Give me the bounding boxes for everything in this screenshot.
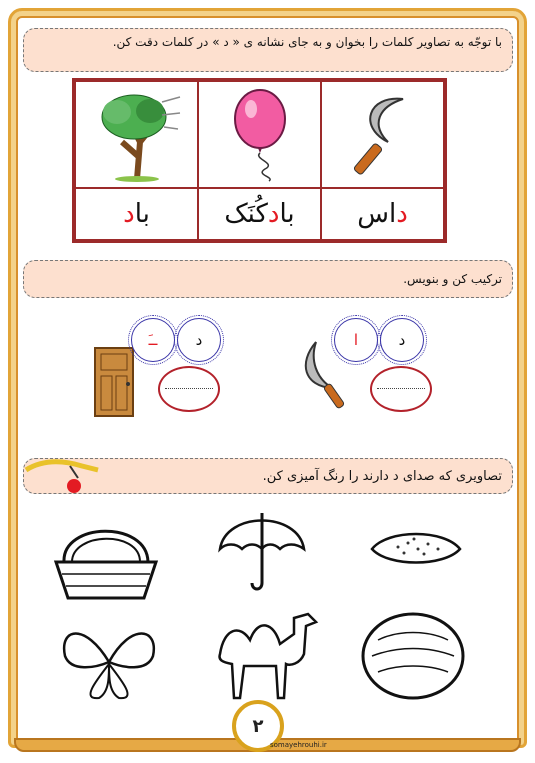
word-table: [72, 78, 447, 243]
vowel-flower-left: ــَ: [131, 318, 175, 362]
letter-flower-right: د: [380, 318, 424, 362]
instruction-3: تصاویری که صدای د دارند را رنگ آمیزی کن.: [23, 458, 513, 494]
word-cell-badkonak: [198, 188, 321, 240]
balloon-image-cell: [198, 81, 321, 188]
answer-oval-left[interactable]: [158, 366, 220, 412]
seed-icon[interactable]: [368, 527, 464, 569]
instruction-1: با توجّه به تصاویر کلمات را بخوان و به جای نشانه ی « د » در کلمات دقت کن.: [23, 28, 513, 72]
instruction-2: ترکیب کن و بنویس.: [23, 260, 513, 298]
camel-icon[interactable]: [210, 604, 324, 702]
vowel-flower-right: ا: [334, 318, 378, 362]
door-icon: [93, 346, 135, 418]
umbrella-icon[interactable]: [214, 503, 310, 593]
word-bad: باد: [123, 199, 150, 229]
word-badkonak: بادکُنَک: [224, 199, 295, 229]
page-number: ۲: [252, 715, 264, 737]
word-das: داس: [357, 199, 408, 229]
watermelon-icon[interactable]: [358, 610, 468, 702]
word-cell-bad: [75, 188, 198, 240]
balloon-icon: [225, 87, 295, 182]
sickle-image-cell: [321, 81, 444, 188]
site-url: somayehrouhi.ir: [270, 741, 327, 749]
word-cell-das: [321, 188, 444, 240]
tree-icon: [92, 87, 182, 182]
pencil-decoration-icon: [22, 456, 102, 502]
sickle-icon: [343, 87, 423, 182]
tree-image-cell: [75, 81, 198, 188]
letter-flower-left: د: [177, 318, 221, 362]
basket-icon[interactable]: [52, 512, 160, 604]
butterfly-icon[interactable]: [55, 622, 163, 702]
answer-oval-right[interactable]: [370, 366, 432, 412]
